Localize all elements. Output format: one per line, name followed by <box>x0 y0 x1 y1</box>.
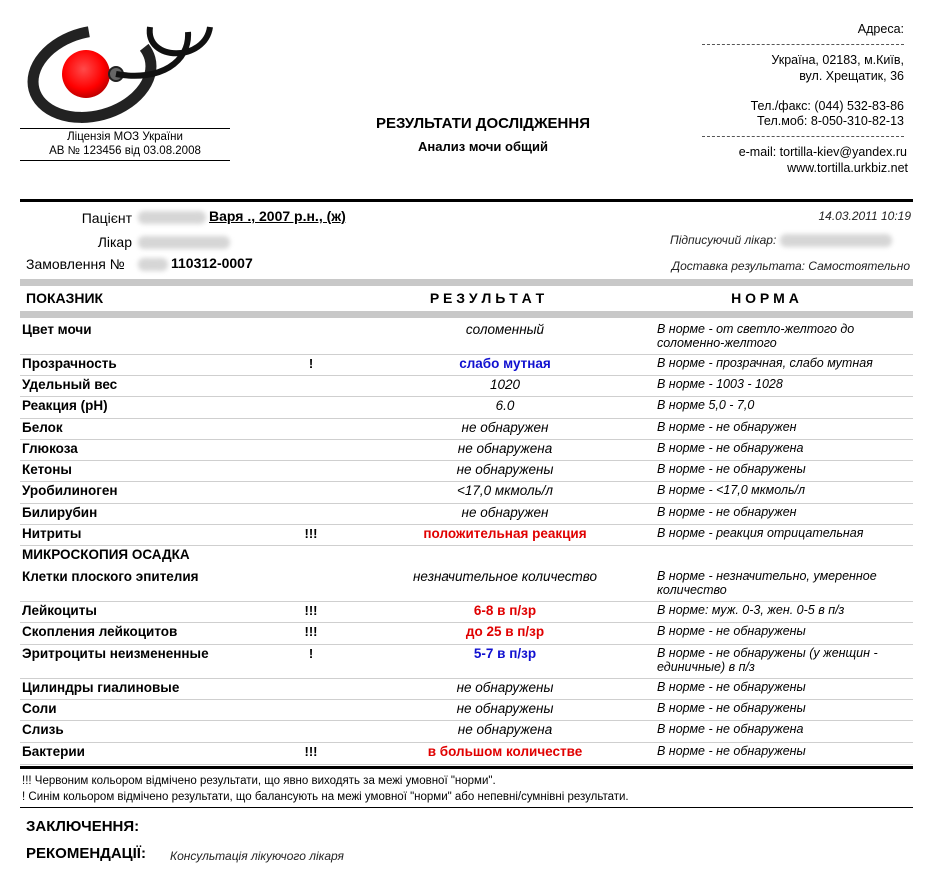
table-row <box>20 460 913 482</box>
row-flag: ! <box>308 356 314 371</box>
table-row <box>20 354 913 376</box>
table-row <box>20 439 913 461</box>
order-block <box>138 255 253 271</box>
website: www.tortilla.urkbiz.net <box>787 161 908 175</box>
signing-doctor-label: Підписуючий лікар: <box>670 233 777 247</box>
legend-blue-note: ! Синім кольором відмічено результати, що балансують на межі умовної "норми" або непевні/сумнівні результати. <box>22 791 629 803</box>
table-row <box>20 567 913 602</box>
row-flag: !!! <box>304 603 318 618</box>
row-norm: В норме - <17,0 мкмоль/л <box>657 483 806 497</box>
table-row <box>20 720 913 743</box>
row-indicator-name: Эритроциты неизмененные <box>22 646 209 661</box>
redacted-text <box>780 234 892 247</box>
row-result: не обнаружена <box>457 441 553 456</box>
patient-label: Пацієнт <box>81 210 132 226</box>
row-norm: В норме - не обнаружена <box>657 722 804 736</box>
row-indicator-name: Кетоны <box>22 462 72 477</box>
row-norm: В норме - не обнаружены <box>657 624 806 638</box>
address-line-2: вул. Хрещатик, 36 <box>799 69 904 83</box>
table-row <box>20 375 913 397</box>
recommendation-text: Консультація лікуючого лікаря <box>170 849 344 863</box>
legend-red-note: !!! Червоним кольором відмічено результати, що явно виходять за межі умовної "норми". <box>22 775 496 787</box>
row-norm: В норме - не обнаружены <box>657 680 806 694</box>
column-header-result: Р Е З У Л Ь Т А Т <box>429 290 545 306</box>
divider <box>20 766 913 769</box>
row-indicator-name: Билирубин <box>22 505 98 520</box>
divider <box>20 311 913 318</box>
row-result: до 25 в п/зр <box>465 624 545 639</box>
row-result: 1020 <box>489 377 521 392</box>
row-result: в большом количестве <box>427 744 583 759</box>
row-indicator-name: Реакция (pH) <box>22 398 108 413</box>
row-norm: В норме - не обнаружена <box>657 441 804 455</box>
row-result: 6.0 <box>495 398 515 413</box>
report-datetime: 14.03.2011 10:19 <box>818 209 911 223</box>
row-result: слабо мутная <box>459 356 551 371</box>
license-block <box>20 128 230 161</box>
row-indicator-name: Лейкоциты <box>22 603 97 618</box>
table-row <box>20 524 913 546</box>
table-row <box>20 678 913 700</box>
divider <box>20 807 913 808</box>
redacted-text <box>138 258 168 271</box>
row-result: не обнаружены <box>456 701 554 716</box>
doctor-label: Лікар <box>97 234 132 250</box>
column-header-norm: Н О Р М А <box>731 290 799 306</box>
license-line-1: Ліцензія МОЗ України <box>67 131 183 143</box>
row-indicator-name: Уробилиноген <box>22 483 118 498</box>
row-norm: В норме - прозрачная, слабо мутная <box>657 356 873 370</box>
row-result: соломенный <box>465 322 545 337</box>
phone-fax: Тел./факс: (044) 532-83-86 <box>750 99 904 113</box>
row-result: <17,0 мкмоль/л <box>456 483 554 498</box>
row-flag: !!! <box>304 526 318 541</box>
divider <box>20 199 913 202</box>
row-indicator-name: Глюкоза <box>22 441 78 456</box>
table-row <box>20 699 913 721</box>
row-norm: В норме - не обнаружен <box>657 420 797 434</box>
row-norm: В норме - не обнаружены <box>657 701 806 715</box>
phone-mobile: Тел.моб: 8-050-310-82-13 <box>756 114 904 128</box>
table-row <box>20 545 913 567</box>
column-header-indicator: ПОКАЗНИК <box>26 290 104 306</box>
table-row <box>20 622 913 645</box>
row-indicator-name: Слизь <box>22 722 64 737</box>
divider <box>702 136 904 137</box>
row-indicator-name: Цилиндры гиалиновые <box>22 680 180 695</box>
row-norm: В норме 5,0 - 7,0 <box>657 398 755 412</box>
table-row <box>20 601 913 623</box>
row-result: 6-8 в п/зр <box>473 603 537 618</box>
row-result: не обнаружена <box>457 722 553 737</box>
row-indicator-name: Бактерии <box>22 744 85 759</box>
row-indicator-name: Соли <box>22 701 57 716</box>
order-number: 110312-0007 <box>171 255 253 271</box>
recommendation-label: РЕКОМЕНДАЦІЇ: <box>26 845 146 862</box>
address-label: Адреса: <box>857 22 904 36</box>
table-row <box>20 644 913 679</box>
row-indicator-name: Цвет мочи <box>22 322 92 337</box>
signing-doctor <box>670 233 895 247</box>
row-norm: В норме - незначительно, умеренное количество <box>657 569 877 597</box>
row-norm: В норме - не обнаружены <box>657 744 806 758</box>
redacted-text <box>138 236 230 249</box>
row-norm: В норме - 1003 - 1028 <box>657 377 783 391</box>
row-indicator-name: Клетки плоского эпителия <box>22 569 199 584</box>
table-row <box>20 742 913 765</box>
license-line-2: АВ № 123456 від 03.08.2008 <box>49 145 201 157</box>
row-indicator-name: МИКРОСКОПИЯ ОСАДКА <box>22 547 190 562</box>
table-row <box>20 481 913 504</box>
row-flag: !!! <box>304 624 318 639</box>
row-result: 5-7 в п/зр <box>473 646 537 661</box>
conclusion-label: ЗАКЛЮЧЕННЯ: <box>26 818 140 835</box>
email: e-mail: tortilla-kiev@yandex.ru <box>738 145 907 159</box>
divider <box>702 44 904 45</box>
clinic-logo <box>20 22 230 127</box>
row-indicator-name: Прозрачность <box>22 356 117 371</box>
row-flag: ! <box>308 646 314 661</box>
patient-name: Варя ., 2007 р.н., (ж) <box>209 208 346 224</box>
row-norm: В норме - не обнаружены (у женщин - единичные) в п/з <box>657 646 878 674</box>
redacted-text <box>138 211 206 224</box>
row-indicator-name: Нитриты <box>22 526 82 541</box>
row-result: не обнаружен <box>461 505 549 520</box>
doctor-name <box>138 234 233 252</box>
row-indicator-name: Скопления лейкоцитов <box>22 624 178 639</box>
table-row <box>20 418 913 440</box>
row-norm: В норме: муж. 0-3, жен. 0-5 в п/з <box>657 603 845 617</box>
document-title: РЕЗУЛЬТАТИ ДОСЛІДЖЕННЯ <box>376 115 590 132</box>
patient-name-block <box>138 208 346 224</box>
row-result: положительная реакция <box>423 526 587 541</box>
row-norm: В норме - от светло-желтого до соломенно-желтого <box>657 322 855 350</box>
row-indicator-name: Белок <box>22 420 63 435</box>
row-indicator-name: Удельный вес <box>22 377 118 392</box>
order-label: Замовлення № <box>26 256 125 272</box>
row-flag: !!! <box>304 744 318 759</box>
table-row <box>20 396 913 419</box>
row-result: не обнаружен <box>461 420 549 435</box>
row-norm: В норме - не обнаружен <box>657 505 797 519</box>
row-result: не обнаружены <box>456 462 554 477</box>
table-row <box>20 320 913 355</box>
row-norm: В норме - реакция отрицательная <box>657 526 864 540</box>
divider <box>20 279 913 286</box>
row-norm: В норме - не обнаружены <box>657 462 806 476</box>
address-line-1: Україна, 02183, м.Київ, <box>771 53 904 67</box>
document-subtitle: Анализ мочи общий <box>418 139 548 154</box>
row-result: не обнаружены <box>456 680 554 695</box>
delivery-info: Доставка результата: Самостоятельно <box>671 259 910 273</box>
row-result: незначительное количество <box>412 569 598 584</box>
table-row <box>20 503 913 525</box>
